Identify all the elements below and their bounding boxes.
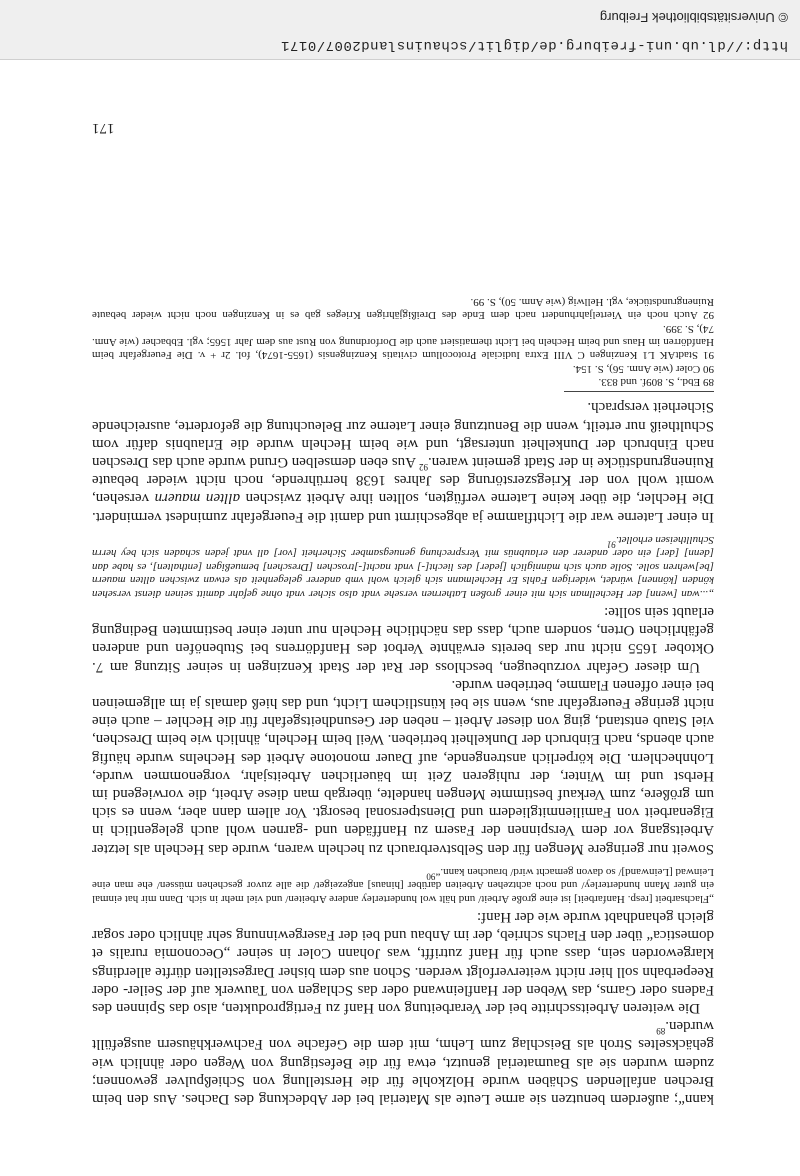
block-quote: „...wan [wenn] der Hechellman sich mit einer großen Lathernen versehe vndt also sicher vndt ohne gefahr damitt seinen dienst versehen könden [können] würdet, widerigen Fahls Er Hechelmann sich gleich wohl vmb anderer gelegenheit als etwan zwischen allten mauern [be]wehren solle. Solle auch sich männiglich [jeder] des liecht[-] vndt nacht[-]troschen [Dreschen] bemueßigen [enthalten], es habe dan [denn] [der] ein oder anderer den erlaubnüs mit Versprechung genuegsamber Sicherheit [vor] all vndt jeden schaden sich bey herrn Schulltheisen erhollet.$^{91}$ (92, 534, 714, 600)
footnote-ref[interactable]: 91 (606, 539, 616, 550)
quoted-term: allten mauern (154, 490, 241, 507)
paragraph: Um dieser Gefahr vorzubeugen, beschloss der Rat der Stadt Kenzingen in seiner Sitzung am 7. Oktober 1655 nicht nur das bereits erwähnte Verbot des Hanfdörrens bei Stubenöfen und anderen gefährlichen Orten, sondern auch, dass das nächtliche Hecheln nur unter einer bestimmten Bedingung erlaubt sein sollte: (92, 603, 714, 675)
footnote: 91 StadtAK L1 Kenzingen C VIII Extra Iudiciale Protocollum civitatis Kenzingensis (1655-1674), fol. 2r + v. Die Feuergefahr beim Hanfdörren im Haus und beim Hecheln bei Licht thematisiert auch die Dorfordnung von Rust aus dem Jahr 1565; vgl. Ebbacher (wie Anm. 74), S. 399. (92, 322, 714, 362)
block-quote: „Flachsarbeit [resp. Hanfarbeit] ist eine große Arbeit/ und hält wol hunderterley andere Arbeiten/ und viel mehr in sich. Dann mir hat einmal ein guter Mann hunderterley/ und noch achtzehen Arbeiten darüber [hinaus] angezeiget/ die alle zuvor geschehen müssen/ ehe man eine Leinwad [Leinwand]/ so davon gemacht wird/ brauchen kann.“$^{90}$ (92, 865, 714, 905)
footnote: 89 Ebd., S. 809f. und 833. (598, 376, 714, 389)
footnote-ref[interactable]: 90 (426, 871, 436, 882)
footnote-divider (564, 391, 714, 392)
footnote-ref[interactable]: 89 (656, 1026, 666, 1037)
footnote: 90 Coler (wie Anm. 56), S. 154. (572, 362, 714, 375)
page-number: 171 (92, 120, 115, 136)
paragraph: In einer Laterne war die Lichtflamme ja abgeschirmt und damit die Feuergefahr zumindest vermindert. Die Hechler, die über keine Laterne verfügten, sollten ihre Arbeit zwischen allten mauern versehen, womit wohl von der Kriegszerstörung des Jahres 1638 herrührende, noch nicht wieder bebaute Ruinengrundstücke in der Stadt gemeint waren.$^{92}$ Aus eben demselben Grund wurde auch das Dreschen nach Einbruch der Dunkelheit untersagt, und wie beim Hecheln wurde die Erlaubnis dafür vom Schultheiß nur erteilt, wenn die Benutzung einer Laterne zur Beleuchtung die geforderte, ausreichende Sicherheit versprach. (92, 399, 714, 525)
paragraph: Die weiteren Arbeitsschritte bei der Verarbeitung von Hanf zu Fertigprodukten, also das Spinnen des Fadens oder Garns, das Weben der Hanfleinwand oder das Schlagen von Tauwerk auf der Seiler- oder Reeperbahn soll hier nicht weiterverfolgt werden. Schon aus dem bisher Dargestellten dürfte allerdings klargeworden sein, dass auch für Hanf zutrifft, was Johann Coler in seiner „Oeconomia ruralis et domestica“ über den Flachs schrieb, der im Anbau und bei der Fasergewinnung sehr ähnlich oder sogar gleich gehandhabt wurde wie der Hanf: (92, 908, 714, 1016)
paragraph: kann“; außerdem benutzen sie arme Leute als Material bei der Abdeckung des Daches. Aus den beim Brechen anfallenden Schäben wurde Holzkohle für die Herstellung von Schießpulver gewonnen; zudem wurden sie als Baumaterial genutzt, etwa für die Befestigung von Wegen oder ähnlich wie gehäckseltes Stroh als Beischlag zum Lehm, mit dem die Gefache von Fachwerkhäusern ausgefüllt wurden.$^{89}$ (92, 1018, 714, 1107)
permalink-url[interactable]: http://dl.ub.uni-freiburg.de/diglit/schauinsland2007/0171 (280, 37, 788, 53)
document-page (92, 294, 714, 1108)
viewer-footer (0, 0, 800, 60)
footnote-ref[interactable]: 92 (418, 462, 428, 473)
paragraph: Soweit nur geringere Mengen für den Selbstverbrauch zu hecheln waren, wurde das Hecheln als letzter Arbeitsgang vor dem Verspinnen der Fasern zu Hanffäden und -garnen wohl auch gelegentlich in Eigenarbeit von Familienmitgliedern und Dienstpersonal besorgt. Vor allem dann aber, wenn es sich um größere, zum Verkauf bestimmte Mengen handelte, übergab man diese Arbeit, die vorwiegend im Herbst und im Winter, der ruhigeren Zeit im bäuerlichen Arbeitsjahr, vorgenommen wurde, Lohnhechlern. Die körperlich anstrengende, auf Dauer monotone Arbeit des Hechelns wurde häufig auch abends, nach Einbruch der Dunkelheit betrieben. Weil beim Hecheln, ähnlich wie beim Dreschen, viel Staub entstand, ging von dieser Arbeit – neben der Gesundheitsgefahr für die Hechler – auch eine nicht geringe Feuergefahr aus, wenn sie bei künstlichem Licht, und das hieß damals ja im allgemeinen bei einer offenen Flamme, betrieben wurde. (92, 676, 714, 857)
copyright-credit: © Universitätsbibliothek Freiburg (599, 10, 788, 25)
footnote: 92 Auch noch ein Vierteljahrhundert nach dem Ende des Dreißigjährigen Krieges gab es in Kenzingen noch nicht wieder bebaute Ruinengrundstücke, vgl. Hellwig (wie Anm. 50), S. 99. (92, 295, 714, 322)
